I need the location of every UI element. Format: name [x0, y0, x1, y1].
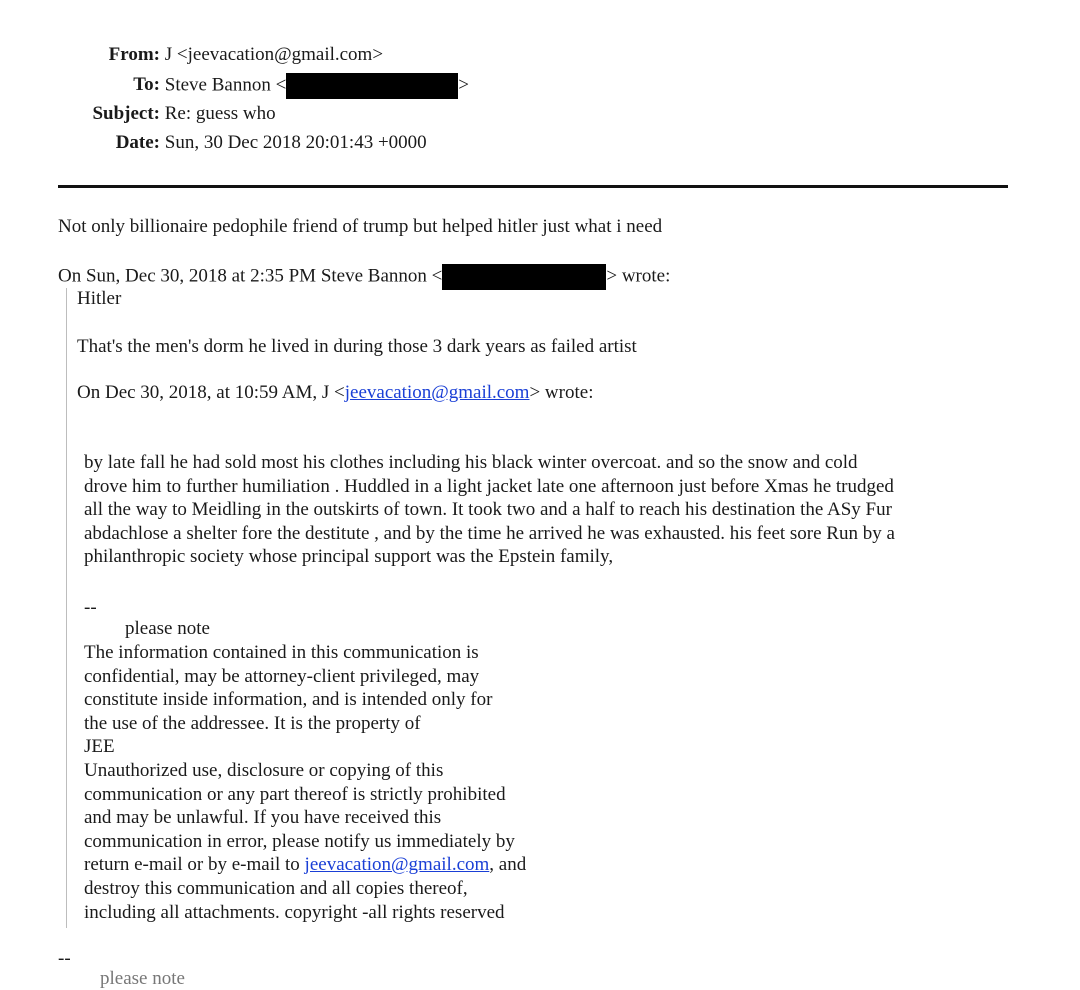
from-label: From:: [108, 44, 160, 65]
disclaimer-line: confidential, may be attorney-client privileged, may: [84, 665, 480, 687]
reply-text: Not only billionaire pedophile friend of trump but helped hitler just what i need: [58, 216, 663, 237]
signature-note: please note: [125, 618, 210, 639]
disclaimer-email-line: [84, 853, 526, 877]
quote-bar: [66, 288, 67, 928]
story-line: abdachlose a shelter fore the destitute , and by the time he arrived he was exhausted. his feet sore Run by a: [84, 522, 895, 544]
quote1-line2: That's the men's dorm he lived in during those 3 dark years as failed artist: [77, 336, 637, 357]
header-subject: [0, 103, 276, 125]
redaction-box: [286, 73, 458, 99]
email-link[interactable]: jeevacation@gmail.com: [304, 854, 490, 876]
quote2-attribution-suffix: > wrote:: [529, 382, 594, 403]
disclaimer-line: destroy this communication and all copies thereof,: [84, 877, 468, 899]
quote2-attribution: [77, 382, 593, 404]
to-value-suffix: >: [458, 74, 470, 96]
header-date: [0, 132, 427, 154]
to-value-prefix: Steve Bannon <: [164, 74, 287, 96]
quote1-attribution-prefix: On Sun, Dec 30, 2018 at 2:35 PM Steve Bannon <: [58, 265, 443, 287]
disclaimer-line: Unauthorized use, disclosure or copying of this: [84, 759, 444, 781]
disclaimer-line: communication or any part thereof is strictly prohibited: [84, 783, 506, 805]
signature-disclaimer: [84, 641, 526, 924]
signature-separator: --: [84, 597, 97, 618]
subject-label: Subject:: [92, 103, 160, 124]
disclaimer-line: including all attachments. copyright -all rights reserved: [84, 901, 505, 923]
bottom-cut-text: please note: [100, 968, 185, 989]
header-divider: [58, 185, 1008, 188]
disclaimer-email-suffix: , and: [489, 854, 527, 876]
disclaimer-line: and may be unlawful. If you have received this: [84, 807, 442, 829]
disclaimer-email-prefix: return e-mail or by e-mail to: [84, 854, 305, 876]
story-line: all the way to Meidling in the outskirts of town. It took two and a half to reach his destination the ASy Fur: [84, 499, 892, 521]
disclaimer-line: The information contained in this communication is: [84, 642, 479, 663]
to-label: To:: [133, 74, 160, 96]
from-value: J <jeevacation@gmail.com>: [164, 44, 384, 65]
date-value: Sun, 30 Dec 2018 20:01:43 +0000: [164, 132, 427, 153]
disclaimer-line: constitute inside information, and is intended only for: [84, 689, 493, 711]
quote1-line1: Hitler: [77, 288, 122, 309]
disclaimer-line: the use of the addressee. It is the property of: [84, 712, 421, 734]
header-to: [0, 73, 469, 99]
story-line: drove him to further humiliation . Huddled in a light jacket late one afternoon just before Xmas he trudged: [84, 475, 894, 497]
date-label: Date:: [115, 132, 160, 153]
quote1-attribution: [58, 264, 670, 290]
subject-value: Re: guess who: [164, 103, 276, 124]
quote2-attribution-prefix: On Dec 30, 2018, at 10:59 AM, J <: [77, 382, 345, 403]
header-from: [0, 44, 383, 66]
bottom-separator: --: [58, 948, 71, 969]
quote1-attribution-suffix: > wrote:: [606, 265, 671, 287]
story-line: by late fall he had sold most his clothes including his black winter overcoat. and so the snow and cold: [84, 452, 858, 473]
disclaimer-line: communication in error, please notify us immediately by: [84, 830, 515, 852]
disclaimer-line: JEE: [84, 736, 115, 758]
story-line: philanthropic society whose principal support was the Epstein family,: [84, 546, 614, 568]
story-paragraph: [84, 451, 895, 569]
redaction-box: [442, 264, 606, 290]
email-link[interactable]: jeevacation@gmail.com: [344, 382, 530, 403]
